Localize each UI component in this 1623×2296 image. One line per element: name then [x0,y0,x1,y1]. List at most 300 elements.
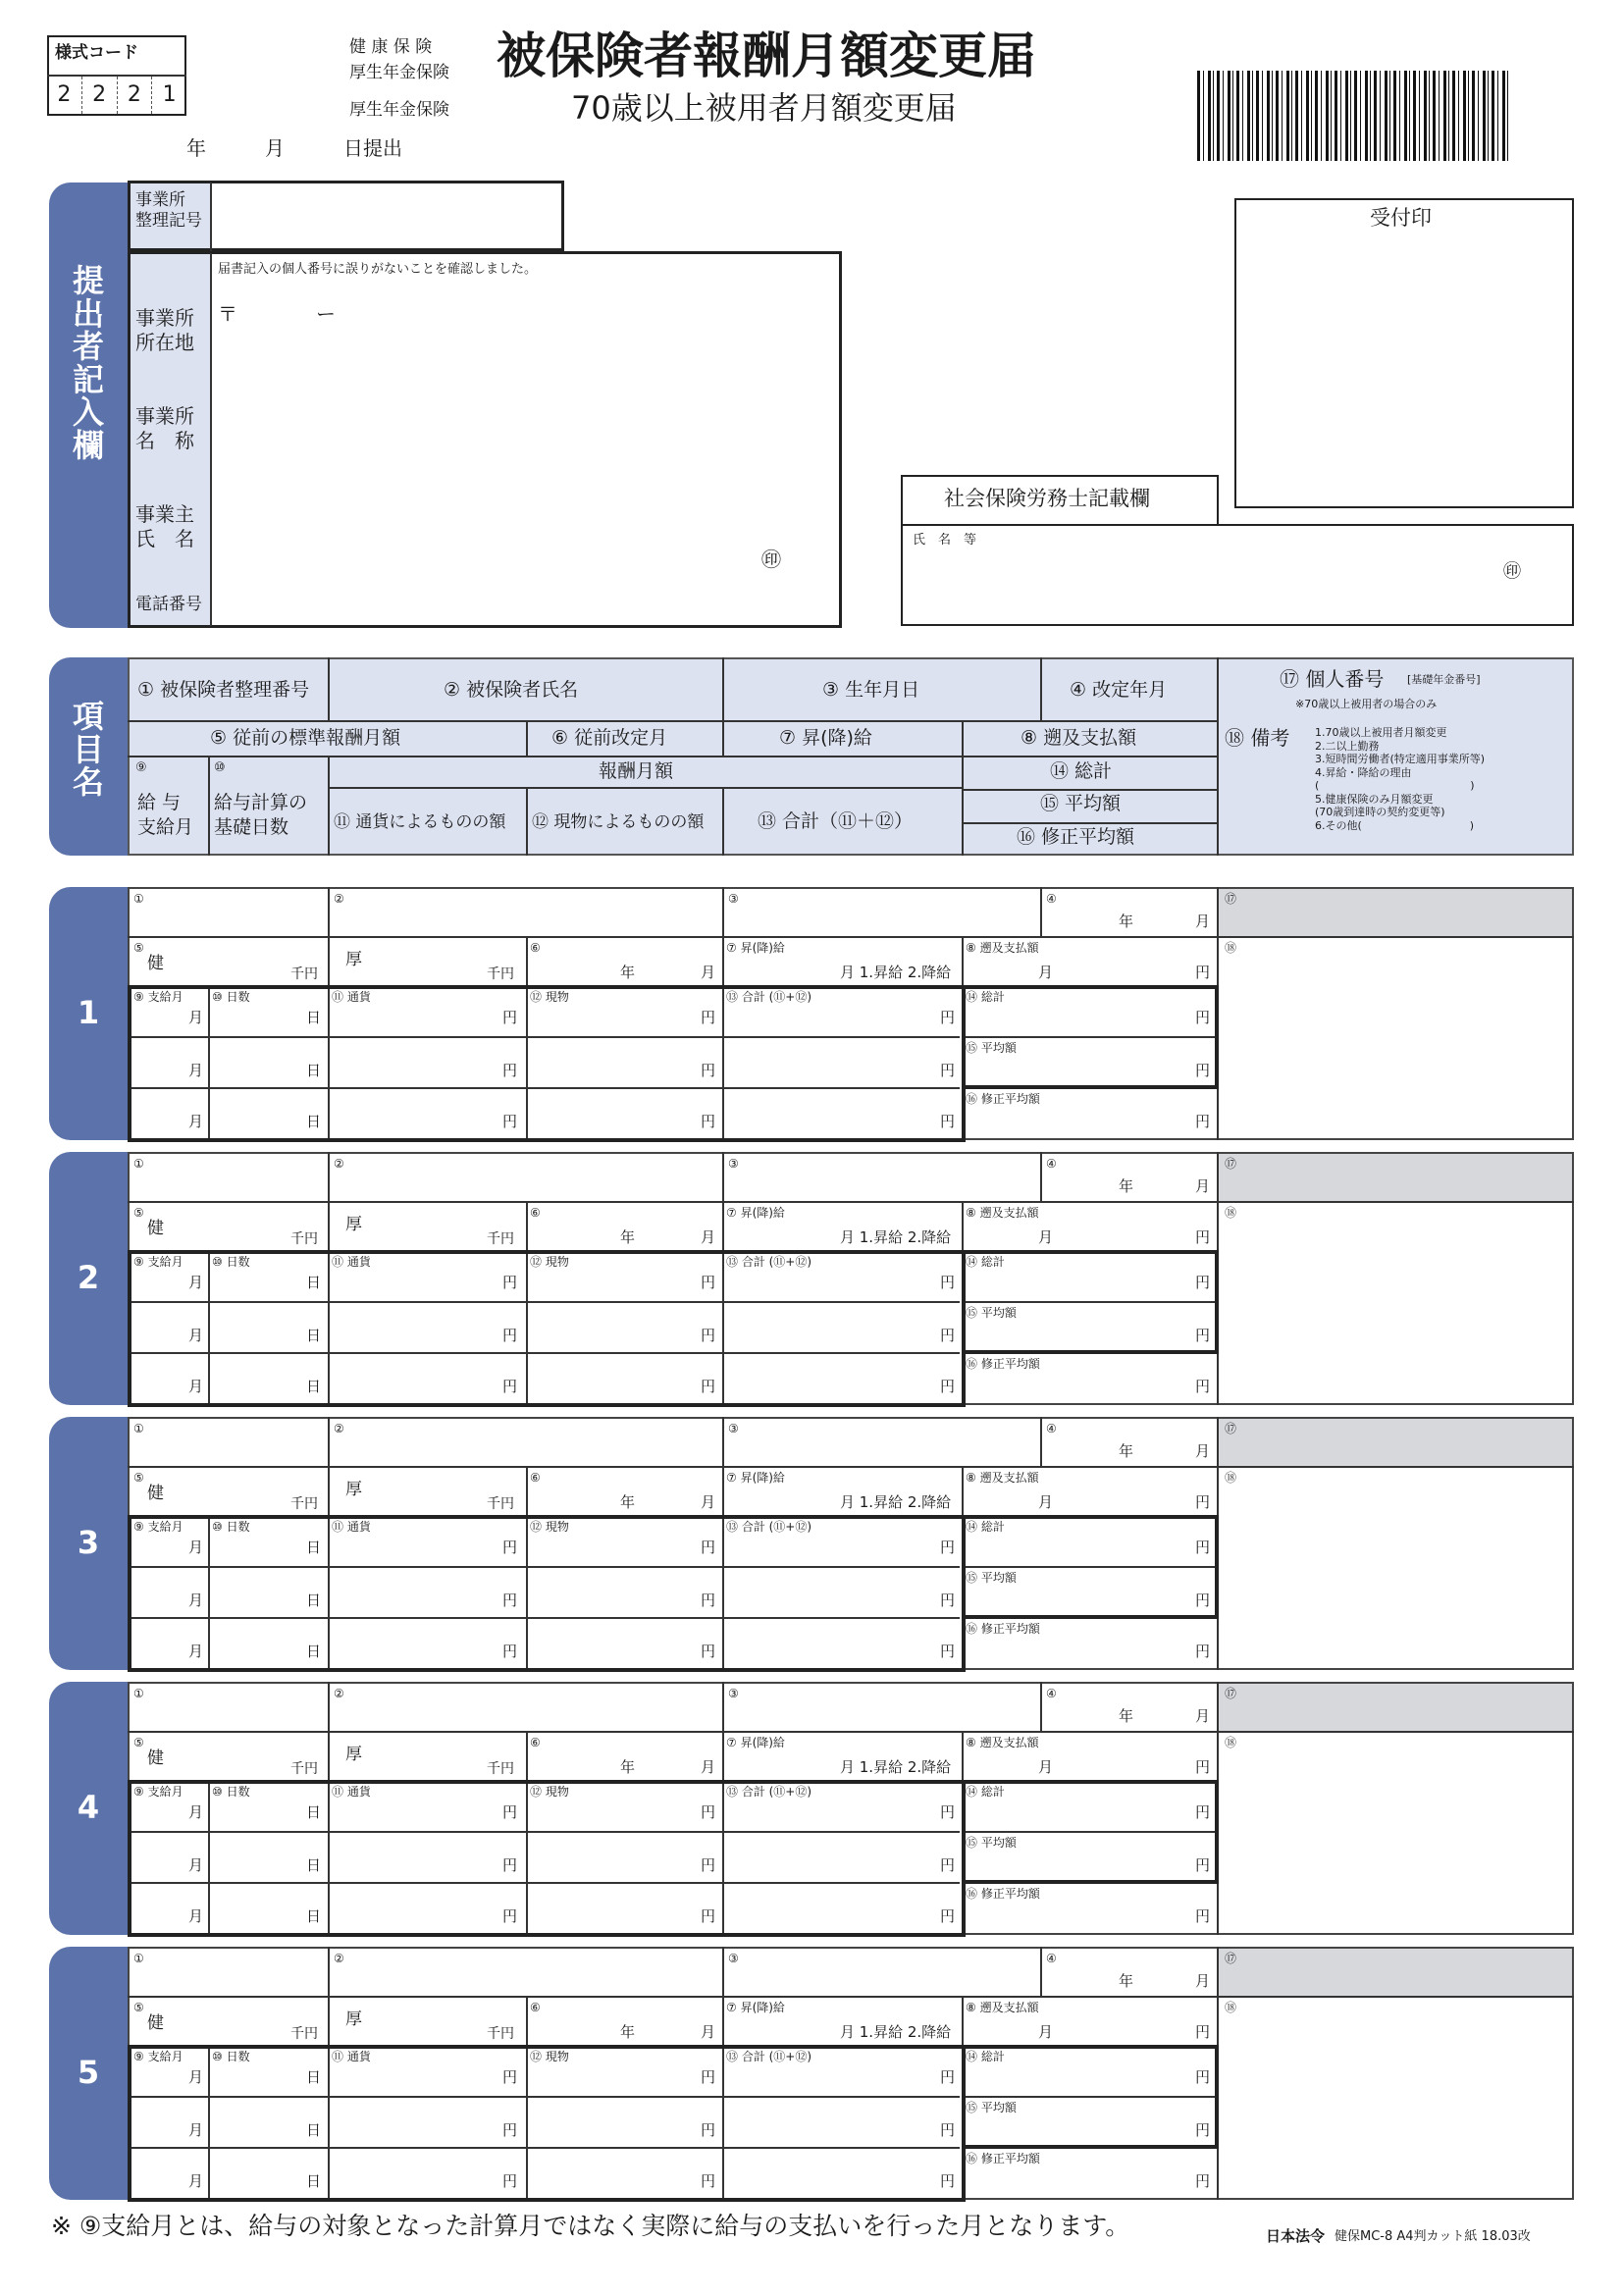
num-4: ④ [1046,1687,1057,1700]
items-side-label: 項 目 名 [72,698,104,802]
num-6: ⑥ [530,1471,541,1485]
header-average: ⑮ 平均額 [1040,793,1122,814]
total-unit: 円 [1195,1539,1211,1556]
sum-unit: 円 [940,1113,956,1130]
num-4: ④ [1046,1422,1057,1435]
num-8: ⑧ 遡及支払額 [966,1471,1039,1485]
sharoushi-title: 社会保険労務士記載欄 [944,487,1150,510]
num-17: ⑰ [1225,1687,1237,1700]
num-17: ⑰ [1225,1952,1237,1965]
reception-stamp-box [1234,198,1574,508]
sharoushi-seal-mark: ㊞ [1503,561,1521,582]
pay-detail-frame [128,2045,964,2202]
currency-label: ⑪ 通貨 [332,1785,371,1799]
remarks-field[interactable] [1221,1735,1570,1931]
pay-detail-frame [128,1250,964,1407]
num-6: ⑥ [530,1736,541,1749]
num-5: ⑤ [133,2001,144,2014]
prev-year: 年 [620,1228,636,1246]
currency-unit: 円 [502,1009,518,1026]
header-pay-month: 給 与 支給月 [137,792,194,838]
revision-month: 月 [1195,1972,1211,1990]
sum-label: ⑬ 合計 (⑪+⑫) [726,1255,812,1269]
header-in-kind: ⑫ 現物によるものの額 [532,812,705,832]
personal-number-field[interactable] [1219,1154,1572,1201]
pay-month-unit: 月 [188,1592,204,1609]
num-1: ① [133,892,144,906]
in-kind-unit: 円 [701,2068,716,2086]
header-pension-number: [基礎年金番号] [1407,673,1481,686]
header-total: ⑬ 合計（⑪＋⑫） [758,810,914,832]
revision-year: 年 [1119,913,1134,930]
insured-row [0,1947,1623,2204]
retro-yen: 円 [1195,1228,1211,1246]
modified-average-label: ⑯ 修正平均額 [966,2152,1040,2166]
retro-month: 月 [1038,964,1054,981]
in-kind-unit: 円 [701,2121,716,2139]
phone-label: 電話番号 [135,595,202,614]
sum-unit: 円 [940,1378,956,1395]
health-unit: 千円 [290,1231,318,1247]
header-remarks-list [1315,726,1485,832]
form-code-digits [47,77,186,114]
owner-name-label: 事業主 氏 名 [135,502,194,550]
currency-unit: 円 [502,1113,518,1130]
days-label: ⑩ 日数 [212,1785,250,1799]
num-4: ④ [1046,892,1057,906]
footer-brand: 日本法令 [1266,2227,1326,2245]
pension-unit: 千円 [487,1761,514,1777]
modified-average-label: ⑯ 修正平均額 [966,1622,1040,1636]
insured-name-field[interactable] [332,1966,718,1994]
currency-label: ⑪ 通貨 [332,1520,371,1534]
prev-month: 月 [701,2023,716,2041]
prev-year: 年 [620,964,636,981]
currency-unit: 円 [502,1539,518,1556]
header-currency: ⑪ 通貨によるものの額 [334,812,506,832]
num-4: ④ [1046,1952,1057,1965]
total-unit: 円 [1195,1643,1211,1660]
raise-options: 月 1.昇給 2.降給 [840,1493,952,1511]
insurance-kenko: 健 康 保 険 [349,37,433,57]
sum-unit: 円 [940,1907,956,1925]
currency-label: ⑪ 通貨 [332,990,371,1004]
pay-month-label: ⑨ 支給月 [133,990,183,1004]
header-personal-number-note: ※70歳以上被用者の場合のみ [1295,698,1438,710]
prev-month: 月 [701,1228,716,1246]
form-code-digit: 2 [118,77,153,114]
insured-number-field[interactable] [131,907,324,934]
form-code-label: 様式コード [55,43,138,63]
revision-year: 年 [1119,1707,1134,1725]
pay-detail-frame [128,1780,964,1937]
sum-unit: 円 [940,1062,956,1079]
total-unit: 円 [1195,1009,1211,1026]
total-unit: 円 [1195,1856,1211,1874]
prev-month: 月 [701,1493,716,1511]
remarks-field[interactable] [1221,1205,1570,1401]
row-number: 5 [77,2054,100,2091]
insured-number-field[interactable] [131,1966,324,1994]
header-revision-month: ④ 改定年月 [1070,679,1168,701]
num-7: ⑦ 昇(降)給 [726,1736,785,1749]
remarks-item: 4.昇給・降給の理由 [1315,765,1412,779]
pay-month-unit: 月 [188,1803,204,1821]
in-kind-unit: 円 [701,1327,716,1344]
num-7: ⑦ 昇(降)給 [726,941,785,955]
num-8: ⑧ 遡及支払額 [966,941,1039,955]
health-unit: 千円 [290,1496,318,1512]
remarks-item: 3.短時間労働者(特定適用事業所等) [1315,753,1486,765]
num-6: ⑥ [530,2001,541,2014]
retro-yen: 円 [1195,1758,1211,1776]
pay-month-label: ⑨ 支給月 [133,2050,183,2063]
in-kind-label: ⑫ 現物 [530,1785,569,1799]
in-kind-unit: 円 [701,1643,716,1660]
header-base-days-num: ⑩ [214,760,226,775]
pay-month-label: ⑨ 支給月 [133,1255,183,1269]
pay-month-unit: 月 [188,1062,204,1079]
sharoushi-name-label: 氏 名 等 [913,533,977,548]
currency-unit: 円 [502,1907,518,1925]
retro-yen: 円 [1195,2023,1211,2041]
num-18: ⑱ [1225,1206,1237,1220]
form-code-digit: 1 [162,82,177,107]
pension-label: 厚 [345,950,362,969]
header-personal-number: ⑰ 個人番号 [1280,667,1385,691]
remarks-item: 5.健康保険のみ月額変更 [1315,792,1434,806]
days-label: ⑩ 日数 [212,1520,250,1534]
average-label: ⑮ 平均額 [966,1306,1017,1320]
form-code-digit: 2 [47,77,82,114]
row-number: 4 [77,1789,100,1826]
birthdate-field[interactable] [726,1966,1036,1994]
total-unit: 円 [1195,2068,1211,2086]
insured-row [0,887,1623,1144]
average-label: ⑮ 平均額 [966,2101,1017,2114]
num-2: ② [334,1952,344,1965]
total-unit: 円 [1195,2172,1211,2190]
pay-month-label: ⑨ 支給月 [133,1785,183,1799]
health-label: 健 [147,954,164,973]
sum-unit: 円 [940,1643,956,1660]
retro-month: 月 [1038,1758,1054,1776]
currency-unit: 円 [502,1643,518,1660]
insured-row [0,1417,1623,1674]
pension-unit: 千円 [487,2026,514,2042]
header-remarks: ⑱ 備考 [1225,726,1290,750]
personal-number-confirm: 届書記入の個人番号に誤りがないことを確認しました。 [218,262,538,277]
num-3: ③ [728,1422,739,1435]
birthdate-field[interactable] [726,1436,1036,1464]
in-kind-label: ⑫ 現物 [530,1520,569,1534]
sum-label: ⑬ 合計 (⑪+⑫) [726,1785,812,1799]
revision-month: 月 [1195,1442,1211,1460]
num-17: ⑰ [1225,1157,1237,1171]
raise-options: 月 1.昇給 2.降給 [840,1758,952,1776]
raise-options: 月 1.昇給 2.降給 [840,2023,952,2041]
revision-month: 月 [1195,1707,1211,1725]
in-kind-unit: 円 [701,1803,716,1821]
in-kind-unit: 円 [701,1062,716,1079]
days-unit: 日 [306,1856,322,1874]
total-unit: 円 [1195,2121,1211,2139]
personal-number-field[interactable] [1219,889,1572,936]
sum-unit: 円 [940,1803,956,1821]
remarks-field[interactable] [1221,1470,1570,1666]
in-kind-unit: 円 [701,1009,716,1026]
currency-unit: 円 [502,2172,518,2190]
days-unit: 日 [306,1539,322,1556]
office-number-label: 事業所 整理記号 [135,190,202,232]
barcode [1197,71,1511,161]
submitter-side-label: 提 出 者 記 入 欄 [72,262,104,464]
insurance-kosei: 厚生年金保険 [349,63,449,82]
sum-unit: 円 [940,1009,956,1026]
revision-year: 年 [1119,1972,1134,1990]
header-prev-revision: ⑥ 従前改定月 [551,727,668,749]
days-label: ⑩ 日数 [212,2050,250,2063]
reception-stamp-label: 受付印 [1370,206,1432,230]
raise-options: 月 1.昇給 2.降給 [840,964,952,981]
currency-unit: 円 [502,1062,518,1079]
num-1: ① [133,1687,144,1700]
sharoushi-box[interactable] [901,524,1574,626]
personal-number-field[interactable] [1219,1419,1572,1466]
num-2: ② [334,1157,344,1171]
average-label: ⑮ 平均額 [966,1836,1017,1850]
in-kind-label: ⑫ 現物 [530,990,569,1004]
in-kind-unit: 円 [701,1856,716,1874]
num-3: ③ [728,892,739,906]
remarks-item: 1.70歳以上被用者月額変更 [1315,726,1447,739]
grand-total-label: ⑭ 総計 [966,1785,1005,1799]
total-unit: 円 [1195,1803,1211,1821]
prev-month: 月 [701,964,716,981]
submit-date[interactable]: 年 月 日提出 [186,136,402,160]
grand-total-label: ⑭ 総計 [966,1520,1005,1534]
insured-name-field[interactable] [332,1701,718,1729]
in-kind-unit: 円 [701,1274,716,1291]
sum-unit: 円 [940,2121,956,2139]
insured-name-field[interactable] [332,1436,718,1464]
currency-unit: 円 [502,1378,518,1395]
form-subtitle: 70歳以上被用者月額変更届 [571,89,957,127]
in-kind-unit: 円 [701,1539,716,1556]
num-1: ① [133,1422,144,1435]
remarks-item: 2.二以上勤務 [1315,739,1380,753]
currency-label: ⑪ 通貨 [332,2050,371,2063]
pay-detail-frame [128,1515,964,1672]
num-18: ⑱ [1225,941,1237,955]
num-5: ⑤ [133,941,144,955]
average-label: ⑮ 平均額 [966,1571,1017,1585]
sum-unit: 円 [940,1539,956,1556]
retro-yen: 円 [1195,964,1211,981]
in-kind-unit: 円 [701,2172,716,2190]
average-label: ⑮ 平均額 [966,1041,1017,1055]
revision-month: 月 [1195,913,1211,930]
pay-month-label: ⑨ 支給月 [133,1520,183,1534]
prev-month: 月 [701,1758,716,1776]
retro-month: 月 [1038,1493,1054,1511]
header-insured-number: ① 被保険者整理番号 [137,679,310,701]
sum-label: ⑬ 合計 (⑪+⑫) [726,1520,812,1534]
in-kind-unit: 円 [701,1592,716,1609]
num-8: ⑧ 遡及支払額 [966,1206,1039,1220]
num-5: ⑤ [133,1206,144,1220]
pay-month-unit: 月 [188,1113,204,1130]
health-label: 健 [147,2013,164,2033]
raise-options: 月 1.昇給 2.降給 [840,1228,952,1246]
pay-month-unit: 月 [188,2068,204,2086]
owner-seal-mark: ㊞ [761,548,781,571]
insured-row [0,1682,1623,1939]
num-1: ① [133,1952,144,1965]
form-code-digit: 2 [82,77,118,114]
num-7: ⑦ 昇(降)給 [726,2001,785,2014]
num-6: ⑥ [530,941,541,955]
currency-unit: 円 [502,1803,518,1821]
remarks-field[interactable] [1221,940,1570,1136]
health-label: 健 [147,1219,164,1238]
days-unit: 日 [306,1803,322,1821]
total-unit: 円 [1195,1378,1211,1395]
modified-average-label: ⑯ 修正平均額 [966,1092,1040,1106]
form-title: 被保険者報酬月額変更届 [497,27,1036,84]
in-kind-unit: 円 [701,1907,716,1925]
days-unit: 日 [306,2068,322,2086]
prev-year: 年 [620,1758,636,1776]
header-grand-total: ⑭ 総計 [1050,760,1113,782]
birthdate-field[interactable] [726,1701,1036,1729]
insured-number-field[interactable] [131,1172,324,1199]
sum-unit: 円 [940,1327,956,1344]
days-label: ⑩ 日数 [212,990,250,1004]
currency-unit: 円 [502,1856,518,1874]
remarks-item: ( ) [1315,779,1475,792]
pay-month-unit: 月 [188,1907,204,1925]
grand-total-label: ⑭ 総計 [966,990,1005,1004]
in-kind-label: ⑫ 現物 [530,2050,569,2063]
header-birthdate: ③ 生年月日 [822,679,920,701]
days-unit: 日 [306,1327,322,1344]
sum-unit: 円 [940,1856,956,1874]
num-18: ⑱ [1225,1471,1237,1485]
remarks-item: (70歳到達時の契約変更等) [1315,806,1445,818]
insured-number-field[interactable] [131,1701,324,1729]
sum-unit: 円 [940,2172,956,2190]
grand-total-label: ⑭ 総計 [966,1255,1005,1269]
insured-name-field[interactable] [332,1172,718,1199]
num-7: ⑦ 昇(降)給 [726,1206,785,1220]
remarks-item: 6.その他( ) [1315,818,1475,832]
header-modified-average: ⑯ 修正平均額 [1017,826,1135,848]
revision-year: 年 [1119,1442,1134,1460]
office-address-label: 事業所 所在地 [135,306,194,354]
footer-code: 健保MC-8 A4判カット紙 18.03改 [1335,2229,1531,2244]
pay-month-unit: 月 [188,1378,204,1395]
sum-unit: 円 [940,1274,956,1291]
personal-number-field[interactable] [1219,1684,1572,1731]
currency-label: ⑪ 通貨 [332,1255,371,1269]
currency-unit: 円 [502,2121,518,2139]
pay-month-unit: 月 [188,1643,204,1660]
currency-unit: 円 [502,1327,518,1344]
revision-month: 月 [1195,1177,1211,1195]
total-unit: 円 [1195,1592,1211,1609]
postal-mark[interactable]: 〒 ー [218,302,336,326]
num-8: ⑧ 遡及支払額 [966,1736,1039,1749]
footer-note: ※ ⑨支給月とは、給与の対象となった計算月ではなく実際に給与の支払いを行った月となります。 [51,2212,1130,2240]
personal-number-field[interactable] [1219,1949,1572,1996]
pension-unit: 千円 [487,1496,514,1512]
pay-detail-frame [128,985,964,1142]
currency-unit: 円 [502,1592,518,1609]
days-label: ⑩ 日数 [212,1255,250,1269]
modified-average-label: ⑯ 修正平均額 [966,1887,1040,1901]
pay-month-unit: 月 [188,2172,204,2190]
header-base-days: 給与計算の 基礎日数 [214,792,308,838]
insured-number-field[interactable] [131,1436,324,1464]
currency-unit: 円 [502,1274,518,1291]
pension-label: 厚 [345,1215,362,1234]
num-18: ⑱ [1225,2001,1237,2014]
currency-unit: 円 [502,2068,518,2086]
revision-year: 年 [1119,1177,1134,1195]
days-unit: 日 [306,2121,322,2139]
total-unit: 円 [1195,1062,1211,1079]
num-1: ① [133,1157,144,1171]
total-unit: 円 [1195,1113,1211,1130]
num-2: ② [334,892,344,906]
insured-name-field[interactable] [332,907,718,934]
num-17: ⑰ [1225,892,1237,906]
pension-label: 厚 [345,1480,362,1499]
pay-month-unit: 月 [188,2121,204,2139]
pension-unit: 千円 [487,966,514,982]
header-pay-month-num: ⑨ [135,760,147,775]
in-kind-unit: 円 [701,1113,716,1130]
days-unit: 日 [306,1062,322,1079]
health-unit: 千円 [290,2026,318,2042]
header-insured-name: ② 被保険者氏名 [444,679,579,701]
health-unit: 千円 [290,966,318,982]
days-unit: 日 [306,1378,322,1395]
total-unit: 円 [1195,1327,1211,1344]
health-label: 健 [147,1484,164,1503]
remarks-field[interactable] [1221,2000,1570,2196]
num-2: ② [334,1422,344,1435]
office-name-label: 事業所 名 称 [135,404,194,452]
birthdate-field[interactable] [726,1172,1036,1199]
days-unit: 日 [306,1009,322,1026]
header-retro-pay: ⑧ 遡及支払額 [1021,727,1137,749]
num-6: ⑥ [530,1206,541,1220]
birthdate-field[interactable] [726,907,1036,934]
num-2: ② [334,1687,344,1700]
pension-unit: 千円 [487,1231,514,1247]
num-3: ③ [728,1157,739,1171]
pension-label: 厚 [345,1745,362,1764]
num-3: ③ [728,1952,739,1965]
in-kind-unit: 円 [701,1378,716,1395]
retro-month: 月 [1038,2023,1054,2041]
days-unit: 日 [306,2172,322,2190]
days-unit: 日 [306,1643,322,1660]
days-unit: 日 [306,1113,322,1130]
header-pay-amount: 報酬月額 [599,760,674,782]
